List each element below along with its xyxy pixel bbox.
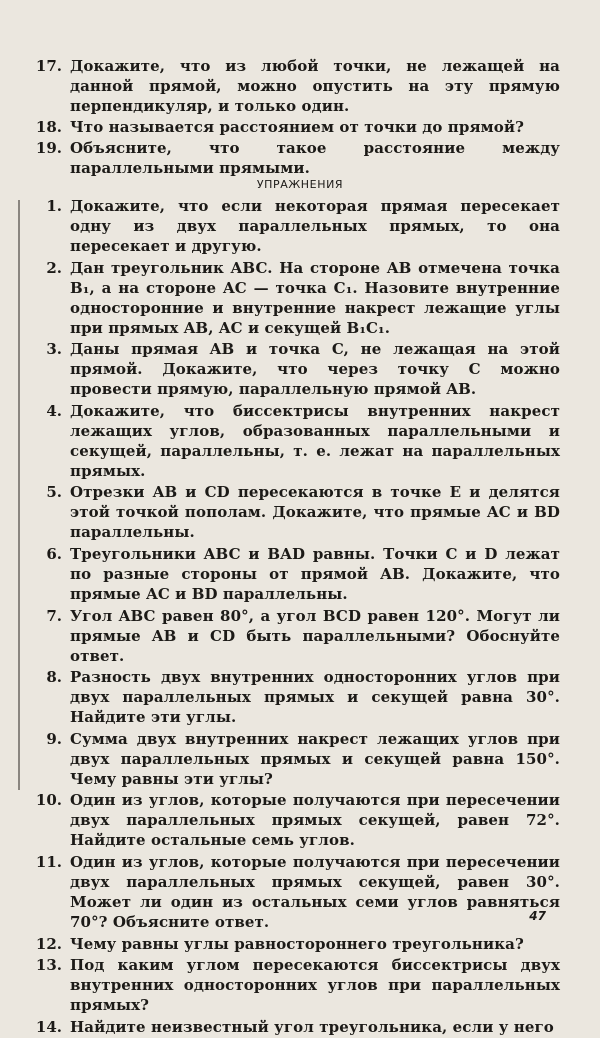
exercise-number: 6. xyxy=(46,544,62,563)
exercise-number: 7. xyxy=(46,606,62,625)
question-item xyxy=(30,138,560,178)
exercise-number: 4. xyxy=(46,401,62,420)
review-questions-list xyxy=(30,56,560,179)
exercise-text: Дан треугольник ABC. На стороне AB отмечена точка B₁, а на стороне AC — точка C₁. Назовите внутренние односторонние и внутренние накрест лежащие углы при прямых AB, AC и секущей B₁C₁. xyxy=(70,258,560,337)
question-text: Что называется расстоянием от точки до прямой? xyxy=(70,118,524,136)
exercise-item xyxy=(30,544,560,604)
exercise-number: 14. xyxy=(35,1017,62,1036)
exercise-number: 11. xyxy=(35,852,62,871)
exercise-text: Под каким углом пересекаются биссектрисы двух внутренних односторонних углов при параллельных прямых? xyxy=(70,956,560,1015)
question-number: 17. xyxy=(35,57,62,75)
exercise-item xyxy=(30,196,560,256)
exercise-item xyxy=(30,339,560,399)
exercise-number: 10. xyxy=(35,791,62,810)
exercise-item xyxy=(30,606,560,666)
question-number: 18. xyxy=(35,118,62,136)
section-heading: УПРАЖНЕНИЯ xyxy=(256,178,344,191)
exercise-item xyxy=(30,401,560,481)
exercise-number: 5. xyxy=(46,483,62,502)
exercise-text: Найдите неизвестный угол треугольника, если у него xyxy=(70,1017,554,1036)
question-number: 19. xyxy=(35,139,62,157)
exercise-item xyxy=(30,1017,560,1037)
exercise-text: Докажите, что биссектрисы внутренних накрест лежащих углов, образованных параллельными и секущей, параллельны, т. е. лежат на параллельных прямых. xyxy=(70,401,560,480)
exercise-number: 9. xyxy=(46,729,62,748)
exercise-text: Докажите, что если некоторая прямая пересекает одну из двух параллельных прямых, то она пересекает и другую. xyxy=(70,197,560,255)
exercise-item xyxy=(30,934,560,954)
question-text: Объясните, что такое расстояние между параллельными прямыми. xyxy=(70,139,560,177)
exercise-item xyxy=(30,258,560,338)
exercise-number: 1. xyxy=(46,197,62,215)
exercise-text: Разность двух внутренних односторонних углов при двух параллельных прямых и секущей равна 30°. Найдите эти углы. xyxy=(70,668,560,727)
exercise-number: 13. xyxy=(35,956,62,975)
exercise-number: 8. xyxy=(46,668,62,687)
page-number: 47 xyxy=(529,909,546,923)
exercise-text: Один из углов, которые получаются при пересечении двух параллельных прямых секущей, равен 30°. Может ли один из остальных семи углов равняться 70°? Объясните ответ. xyxy=(70,852,560,931)
exercise-item xyxy=(30,955,560,1015)
exercise-item xyxy=(30,482,560,542)
margin-mark-line xyxy=(18,200,20,790)
exercise-text: Треугольники ABC и BAD равны. Точки C и D лежат по разные стороны от прямой AB. Докажите, что прямые AC и BD параллельны. xyxy=(70,544,560,603)
exercise-text: Угол ABC равен 80°, а угол BCD равен 120°. Могут ли прямые AB и CD быть параллельными? Обоснуйте ответ. xyxy=(70,606,560,665)
exercise-text: Сумма двух внутренних накрест лежащих углов при двух параллельных прямых и секущей равна 150°. Чему равны эти углы? xyxy=(70,729,560,788)
exercise-text: Даны прямая AB и точка C, не лежащая на этой прямой. Докажите, что через точку C можно провести прямую, параллельную прямой AB. xyxy=(70,340,560,399)
exercise-text: Один из углов, которые получаются при пересечении двух параллельных прямых секущей, равен 72°. Найдите остальные семь углов. xyxy=(70,791,560,850)
exercise-text: Отрезки AB и CD пересекаются в точке E и делятся этой точкой пополам. Докажите, что прямые AC и BD параллельны. xyxy=(70,483,560,542)
exercise-number: 3. xyxy=(46,340,62,359)
exercise-text: Чему равны углы равностороннего треугольника? xyxy=(70,934,524,953)
question-item xyxy=(30,56,560,116)
exercise-item xyxy=(30,790,560,850)
exercises-list xyxy=(30,196,560,1038)
exercise-item xyxy=(30,729,560,789)
exercise-item xyxy=(30,852,560,932)
question-text: Докажите, что из любой точки, не лежащей на данной прямой, можно опустить на эту прямую перпендикуляр, и только один. xyxy=(70,57,560,115)
exercise-item xyxy=(30,667,560,727)
question-item xyxy=(30,117,560,137)
exercise-number: 12. xyxy=(35,934,62,953)
exercise-number: 2. xyxy=(46,258,62,277)
